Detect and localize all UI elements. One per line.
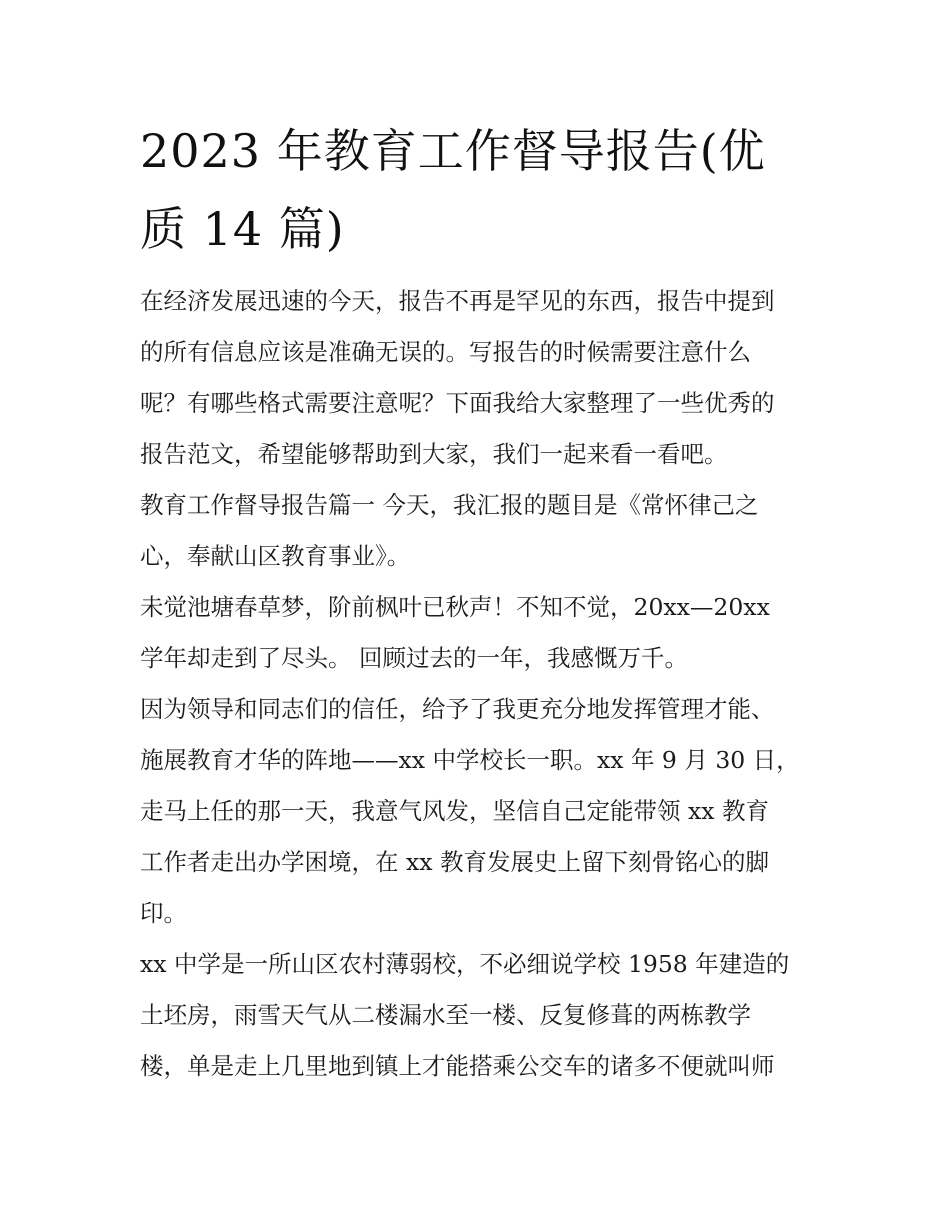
body-line: 的所有信息应该是准确无误的。写报告的时候需要注意什么 — [140, 338, 751, 366]
body-line: 呢？有哪些格式需要注意呢？下面我给大家整理了一些优秀的 — [140, 389, 775, 417]
title-line: 2023 年教育工作督导报告(优 — [140, 124, 766, 178]
body-line: 未觉池塘春草梦，阶前枫叶已秋声！不知不觉，20xx—20xx — [140, 593, 770, 621]
title-line: 质 14 篇) — [140, 202, 345, 256]
body-line: 心，奉献山区教育事业》。 — [140, 542, 411, 570]
body-line: 楼，单是走上几里地到镇上才能搭乘公交车的诸多不便就叫师 — [140, 1052, 775, 1080]
document-body — [140, 276, 820, 1092]
body-line: 因为领导和同志们的信任，给予了我更充分地发挥管理才能、 — [140, 695, 775, 723]
document-title — [140, 112, 820, 268]
body-line: 工作者走出办学困境，在 xx 教育发展史上留下刻骨铭心的脚 — [140, 848, 769, 876]
body-line: 印。 — [140, 899, 187, 927]
body-line: 在经济发展迅速的今天，报告不再是罕见的东西，报告中提到 — [140, 287, 775, 315]
body-line: 走马上任的那一天，我意气风发，坚信自己定能带领 xx 教育 — [140, 797, 769, 825]
body-line: 报告范文，希望能够帮助到大家，我们一起来看一看吧。 — [140, 440, 728, 468]
body-line: 土坯房，雨雪天气从二楼漏水至一楼、反复修葺的两栋教学 — [140, 1001, 751, 1029]
body-line: xx 中学是一所山区农村薄弱校，不必细说学校 1958 年建造的 — [140, 950, 790, 978]
body-line: 学年却走到了尽头。 回顾过去的一年，我感慨万千。 — [140, 644, 688, 672]
body-line: 施展教育才华的阵地——xx 中学校长一职。xx 年 9 月 30 日， — [140, 746, 800, 774]
body-line: 教育工作督导报告篇一 今天，我汇报的题目是《常怀律己之 — [140, 491, 759, 519]
